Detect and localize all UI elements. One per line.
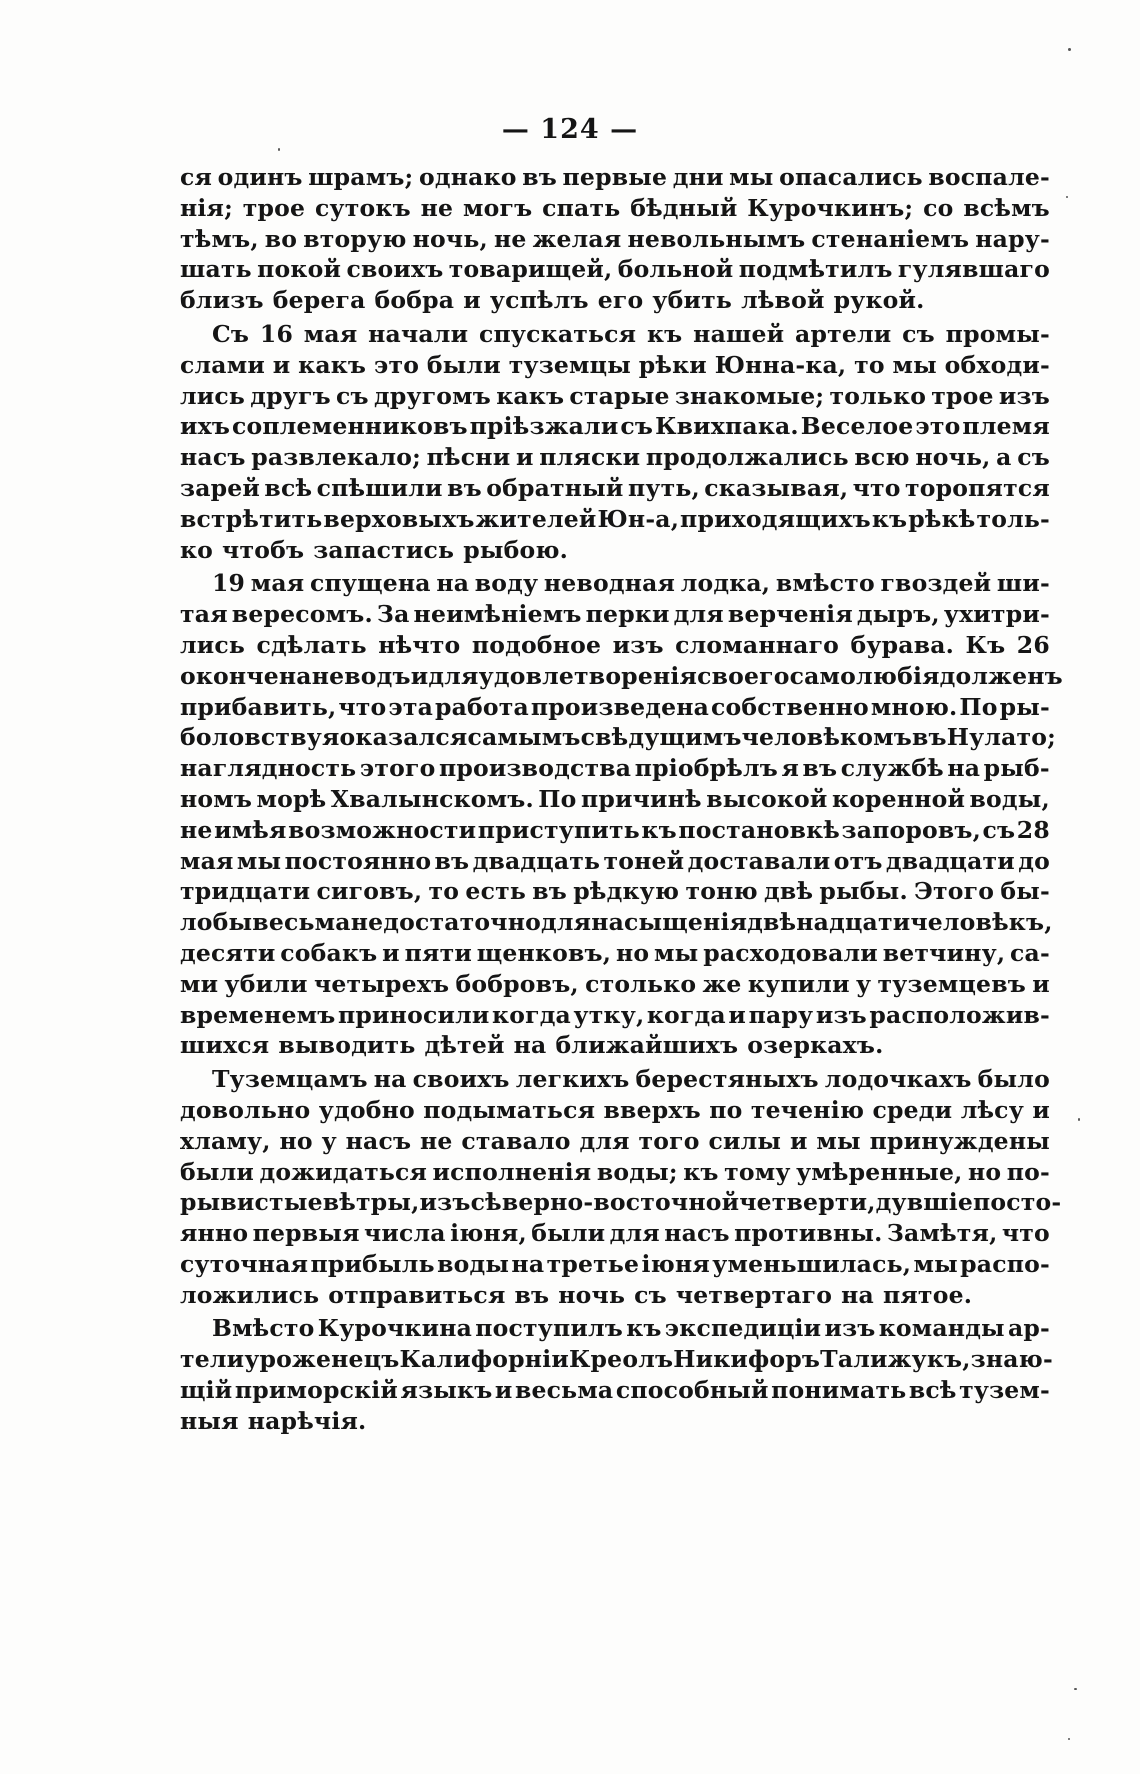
text-line: насъ развлекало; пѣсни и пляски продолжались всю ночь, а съ [180, 443, 1050, 472]
text-line: хламу, но у насъ не ставало для того силы и мы принуждены [180, 1126, 1050, 1155]
scan-speck [1074, 1688, 1077, 1690]
body-text [180, 162, 1063, 1437]
text-line: шать покой своихъ товарищей, больной подмѣтилъ гулявшаго [180, 255, 1050, 284]
text-line: щій приморскій языкъ и весьма способный понимать всѣ тузем- [180, 1376, 1050, 1405]
text-line: тридцати сиговъ, то есть въ рѣдкую тоню двѣ рыбы. Этого бы- [180, 877, 1050, 906]
text-line: близъ берега бобра и успѣлъ его убить лѣвой рукой. [180, 286, 925, 315]
scan-speck [1068, 1738, 1070, 1740]
text-line: ло бы весьма недостаточно для насыщенія двѣнадцати человѣкъ, [180, 908, 1053, 937]
text-line: были дожидаться исполненія воды; къ тому умѣренные, но по- [180, 1157, 1050, 1186]
text-line: десяти собакъ и пяти щенковъ, но мы расходовали ветчину, са- [180, 938, 1050, 967]
text-line: лись сдѣлать нѣчто подобное изъ сломаннаго бурава. Къ 26 [180, 630, 1050, 659]
text-line: боловству я оказался самымъ свѣдущимъ человѣкомъ въ Нулато; [180, 723, 1057, 752]
text-line: нія; трое сутокъ не могъ спать бѣдный Курочкинъ; со всѣмъ [180, 193, 1050, 222]
text-line: рывистые вѣтры, изъ сѣверно-восточной четверти, дувшіе посто- [180, 1188, 1062, 1217]
text-line: янно первыя числа іюня, были для насъ противны. Замѣтя, что [180, 1219, 1050, 1248]
paragraph [180, 568, 1063, 1061]
text-line: наглядность этого производства пріобрѣлъ я въ службѣ на рыб- [180, 754, 1050, 783]
text-line: номъ морѣ Хвалынскомъ. По причинѣ высокой коренной воды, [180, 784, 1050, 813]
text-line: ложились отправиться въ ночь съ четвертаго на пятое. [180, 1280, 973, 1309]
paragraph [180, 319, 1050, 565]
text-line: не имѣя возможности приступить къ постановкѣ запоровъ, съ 28 [180, 815, 1050, 844]
text-line: 19 мая спущена на воду неводная лодка, вмѣсто гвоздей ши- [212, 569, 1050, 598]
text-line: мая мы постоянно въ двадцать тоней доставали отъ двадцати до [180, 846, 1050, 875]
scan-speck [278, 148, 280, 151]
text-line: Туземцамъ на своихъ легкихъ берестяныхъ лодочкахъ было [212, 1065, 1050, 1094]
text-line: ныя нарѣчія. [180, 1406, 367, 1435]
text-line: суточная прибыль воды на третье іюня уменьшилась, мы распо- [180, 1249, 1050, 1278]
text-line: ко чтобъ запастись рыбою. [180, 535, 569, 564]
text-line: слами и какъ это были туземцы рѣки Юнна-ка, то мы обходи- [180, 350, 1050, 379]
text-line: временемъ приносили когда утку, когда и пару изъ расположив- [180, 1000, 1050, 1029]
scan-speck [1066, 196, 1068, 198]
page-number: — 124 — [501, 114, 639, 145]
scan-speck [1078, 1118, 1080, 1121]
text-line: тѣмъ, во вторую ночь, не желая невольнымъ стенаніемъ нару- [180, 224, 1050, 253]
text-line: ихъ соплеменниковъ пріѣзжали съ Квихпака. Веселое это племя [180, 412, 1050, 441]
text-line: окончена неводъ и для удовлетворенія своего самолюбія долженъ [180, 661, 1063, 690]
text-line: встрѣтить верховыхъ жителей Юн-а, приходящихъ къ рѣкѣ толь- [180, 504, 1050, 533]
scan-speck [1068, 48, 1071, 51]
text-line: прибавить, что эта работа произведена собственно мною. По ры- [180, 692, 1050, 721]
text-line: ся одинъ шрамъ; однако въ первые дни мы опасались воспале- [180, 163, 1050, 191]
text-line: тая вересомъ. За неимѣніемъ перки для верченія дыръ, ухитри- [180, 600, 1050, 629]
text-line: Съ 16 мая начали спускаться къ нашей артели съ промы- [212, 319, 1050, 348]
paragraph [180, 162, 1050, 316]
text-line: зарей всѣ спѣшили въ обратный путь, сказывая, что торопятся [180, 473, 1050, 502]
paragraph [180, 1313, 1053, 1436]
text-line: довольно удобно подыматься вверхъ по теченію среди лѣсу и [180, 1095, 1050, 1124]
text-line: ми убили четырехъ бобровъ, столько же купили у туземцевъ и [180, 969, 1050, 998]
text-line: шихся выводить дѣтей на ближайшихъ озеркахъ. [180, 1031, 884, 1060]
text-line: лись другъ съ другомъ какъ старые знакомые; только трое изъ [180, 381, 1050, 410]
text-line: Вмѣсто Курочкина поступилъ къ экспедиціи изъ команды ар- [212, 1314, 1050, 1343]
paragraph [180, 1064, 1062, 1310]
text-line: тели уроженецъ Калифорніи Креолъ Никифоръ Талижукъ, знаю- [180, 1345, 1053, 1374]
